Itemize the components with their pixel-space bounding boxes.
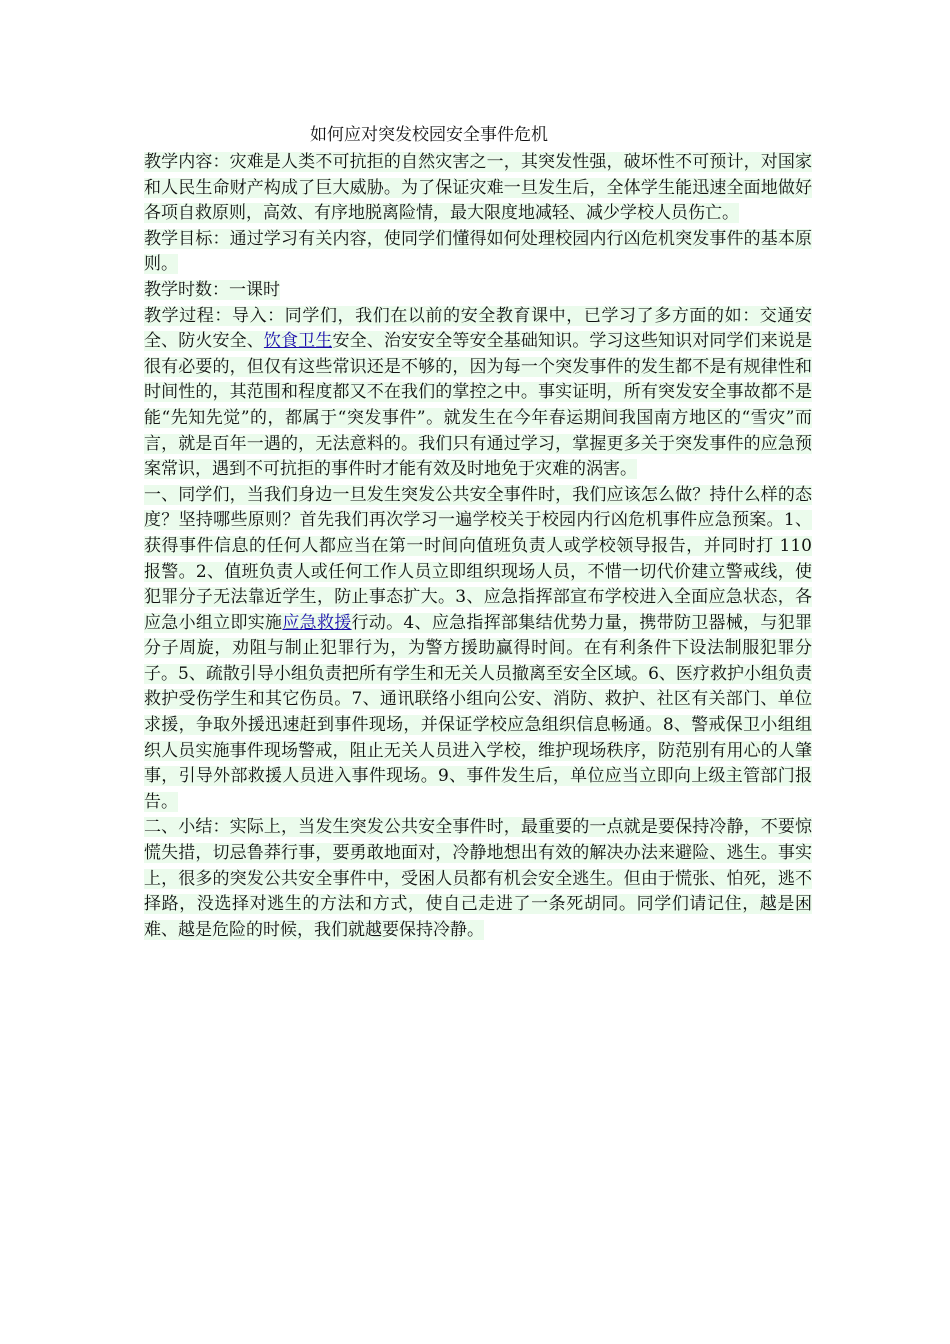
paragraph-text: 教学时数：一课时 [144, 279, 280, 300]
paragraph-text: 教学过程：导入：同学们，我们在以前的安全教育课中，已学习了多方面的如：交通安全、防火安全、 [144, 305, 812, 352]
paragraph-text: 安全、治安安全等安全基础知识。学习这些知识对同学们来说是很有必要的，但仅有这些常识还是不够的，因为每一个突发事件的发生都不是有规律性和时间性的，其范围和程度都又不在我们的掌控之中。事实证明，所有突发安全事故都不是能“先知先觉”的，都属于“突发事件”。就发生在今年春运期间我国南方地区的“雪灾”而言，就是百年一遇的，无法意料的。我们只有通过学习，掌握更多关于突发事件的应急预案常识，遇到不可抗拒的事件时才能有效及时地免于灾难的涡害。 [144, 331, 813, 480]
paragraph-content [144, 150, 812, 227]
link-emergency-rescue[interactable]: 应急救援 [282, 612, 352, 633]
paragraph-process [144, 304, 812, 483]
paragraph-text: 教学内容：灾难是人类不可抗拒的自然灾害之一，其突发性强，破坏性不可预计，对国家和人民生命财产构成了巨大威胁。为了保证灾难一旦发生后，全体学生能迅速全面地做好各项自救原则，高效、有序地脱离险情，最大限度地减轻、减少学校人员伤亡。 [144, 152, 812, 224]
document-body [144, 122, 812, 943]
paragraph-goal [144, 227, 812, 278]
paragraph-text: 教学目标：通过学习有关内容，使同学们懂得如何处理校园内行凶危机突发事件的基本原则。 [144, 228, 812, 275]
paragraph-text: 一、同学们，当我们身边一旦发生突发公共安全事件时，我们应该怎么做？持什么样的态度？坚持哪些原则？首先我们再次学习一遍学校关于校园内行凶危机事件应急预案。1、获得事件信息的任何人都应当在第一时间向值班负责人或学校领导报告，并同时打 110 报警。2、值班负责人或任何工作人员立即组织现场人员，不惜一切代价建立警戒线，使犯罪分子无法靠近学生，防止事态扩大。3、应急指挥部宣布学校进入全面应急状态，各应急小组立即实施 [144, 484, 812, 633]
page-title: 如何应对突发校园安全事件危机 [310, 125, 548, 145]
link-food-hygiene[interactable]: 饮食卫生 [263, 331, 333, 352]
paragraph-section-1 [144, 483, 812, 816]
paragraph-section-2 [144, 815, 812, 943]
paragraph-hours [144, 278, 812, 304]
paragraph-text: 二、小结：实际上，当发生突发公共安全事件时，最重要的一点就是要保持冷静，不要惊慌失措，切忌鲁莽行事，要勇敢地面对，冷静地想出有效的解决办法来避险、逃生。事实上，很多的突发公共安全事件中，受困人员都有机会安全逃生。但由于慌张、怕死，逃不择路，没选择对逃生的方法和方式，使自己走进了一条死胡同。同学们请记住，越是困难、越是危险的时候，我们就越要保持冷静。 [144, 817, 812, 940]
paragraph-text: 行动。4、应急指挥部集结优势力量，携带防卫器械，与犯罪分子周旋，劝阻与制止犯罪行为，为警方援助赢得时间。在有利条件下设法制服犯罪分子。5、疏散引导小组负责把所有学生和无关人员撤离至安全区域。6、医疗救护小组负责救护受伤学生和其它伤员。7、通讯联络小组向公安、消防、救护、社区有关部门、单位求援，争取外援迅速赶到事件现场，并保证学校应急组织信息畅通。8、警戒保卫小组组织人员实施事件现场警戒，阻止无关人员进入学校，维护现场秩序，防范别有用心的人肇事，引导外部救援人员进入事件现场。9、事件发生后，单位应当立即向上级主管部门报告。 [144, 612, 813, 812]
